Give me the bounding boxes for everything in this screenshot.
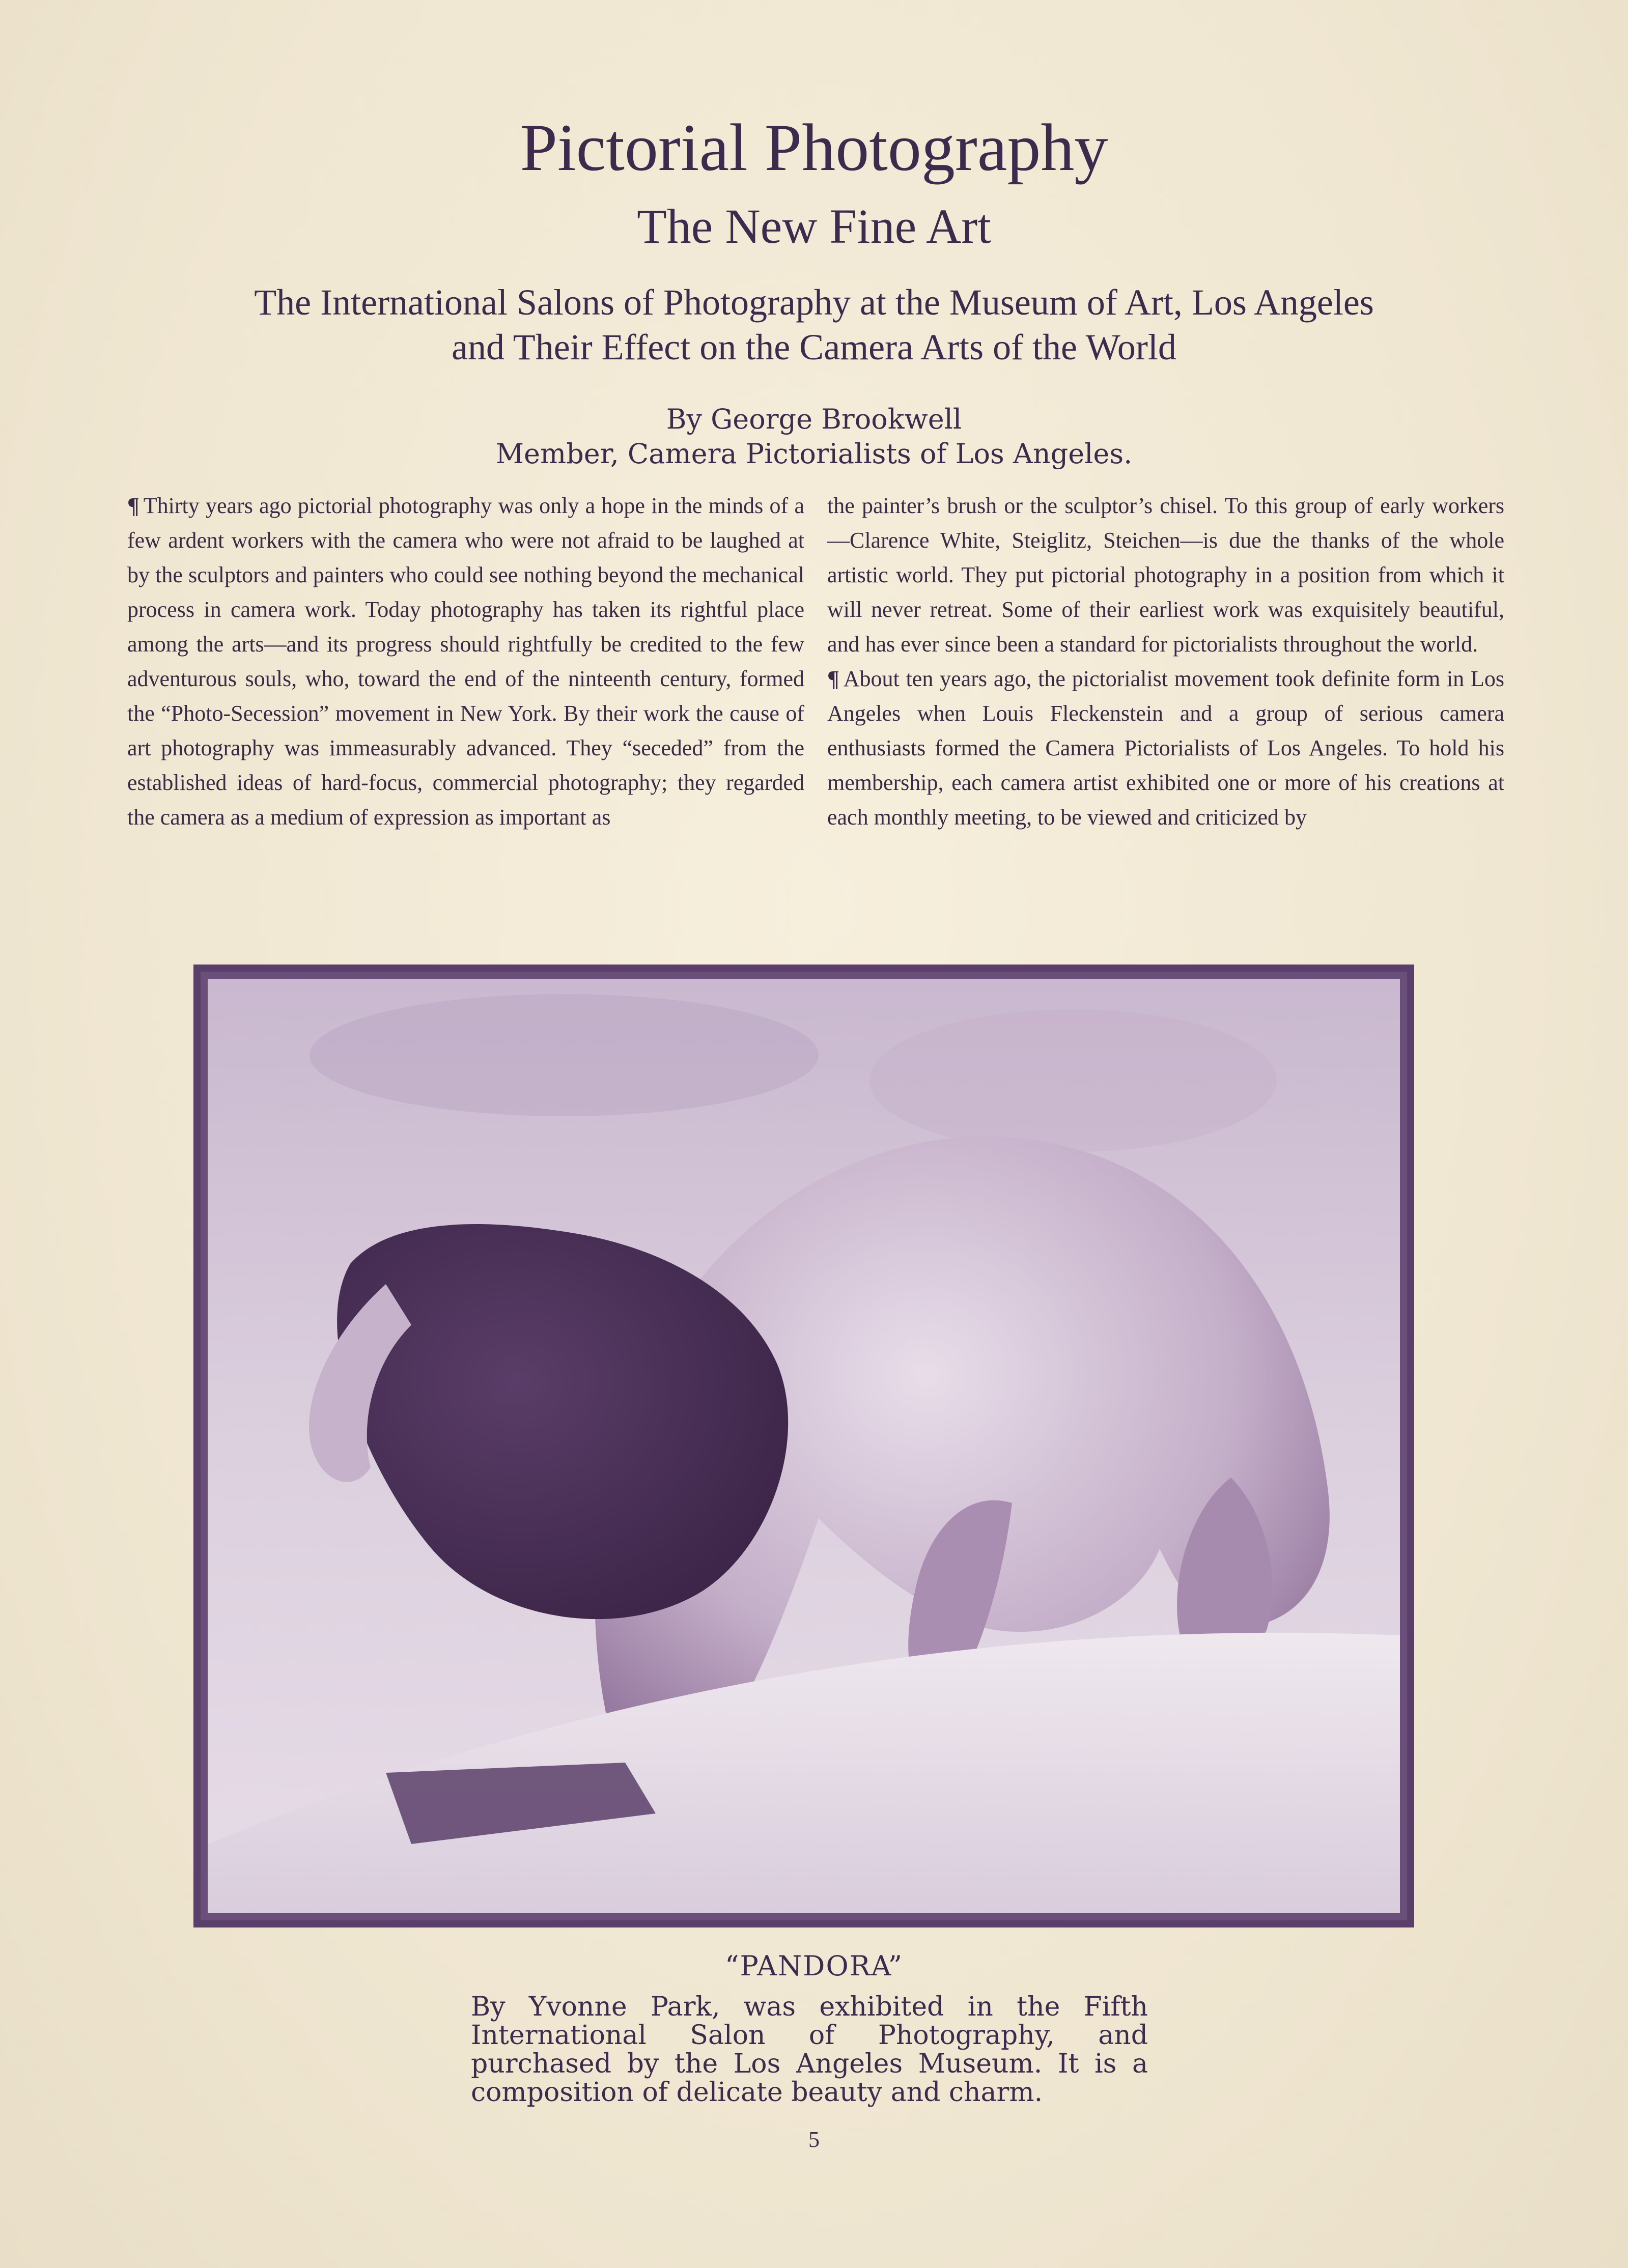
figure-title: “PANDORA”	[724, 1950, 904, 1982]
right-column	[827, 489, 1504, 835]
article-subtitle: The New Fine Art	[637, 199, 991, 253]
paragraph-text: About ten years ago, the pictorialist movement took definite form in Los Angeles when Louis Fleckenstein and a group of serious camera enthusiasts formed the Camera Pictorialists of Los Angeles. To hold his membership, each camera artist exhibited one or more of his creations at each monthly meeting, to be viewed and criticized by	[827, 666, 1504, 830]
headline-line-2: and Their Effect on the Camera Arts of the World	[452, 327, 1176, 367]
pilcrow-mark: ¶	[827, 666, 839, 691]
paragraph: the painter’s brush or the sculptor’s chisel. To this group of early workers—Clarence White, Steiglitz, Steichen—is due the thanks of the whole artistic world. They put pictorial photography in a position from which it will never retreat. Some of their earliest work was exquisitely beautiful, and has ever since been a standard for pictorialists throughout the world.	[827, 493, 1504, 657]
page-number: 5	[808, 2127, 820, 2152]
headline-line-1: The International Salons of Photography at the Museum of Art, Los Angeles	[254, 282, 1374, 323]
author-name: By George Brookwell	[666, 403, 962, 435]
paragraph	[127, 489, 804, 835]
article-headline	[127, 280, 1501, 370]
pilcrow-mark: ¶	[127, 493, 139, 518]
article-body	[121, 489, 1507, 937]
paragraph-text: Thirty years ago pictorial photography was only a hope in the minds of a few ardent workers with the camera who were not afraid to be laughed at by the sculptors and painters who could see nothing beyond the mechanical process in camera work. Today photography has taken its rightful place among the arts—and its progress should rightfully be credited to the few adventurous souls, who, toward the end of the ninteenth century, formed the “Photo-Secession” movement in New York. By their work the cause of art photography was immeasurably advanced. They “seceded” from the established ideas of hard-focus, commercial photography; they regarded the camera as a medium of expression as important as	[127, 493, 804, 830]
article-title: Pictorial Photography	[520, 110, 1108, 185]
byline	[0, 402, 1628, 471]
pandora-photograph	[208, 979, 1400, 1913]
paragraph	[827, 662, 1504, 835]
figure-caption: By Yvonne Park, was exhibited in the Fifth International Salon of Photography, and purchased by the Los Angeles Museum. It is a composition of delicate beauty and charm.	[471, 1992, 1148, 2108]
author-affiliation: Member, Camera Pictorialists of Los Angeles.	[495, 438, 1133, 470]
photograph-illustration	[208, 979, 1400, 1913]
photograph-frame	[193, 965, 1414, 1927]
left-column	[127, 489, 804, 835]
